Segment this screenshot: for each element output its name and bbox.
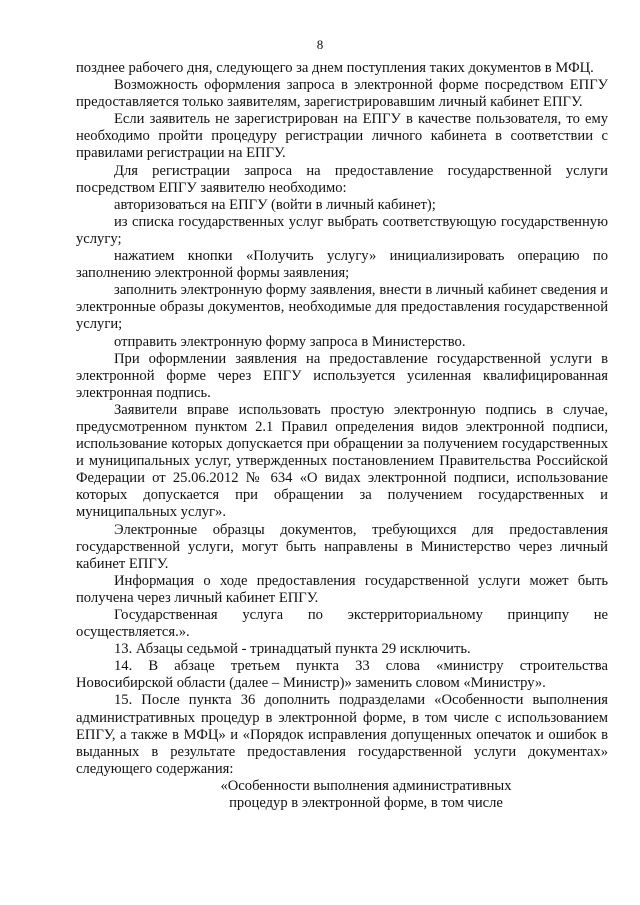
paragraph: Информация о ходе предоставления государственной услуги может быть получена через личный кабинет ЕПГУ. <box>76 572 608 606</box>
paragraph: 15. После пункта 36 дополнить подразделами «Особенности выполнения административных процедур в электронной форме, в том числе с использованием ЕПГУ, а также в МФЦ» и «Порядок исправления допущенных опечаток и ошибок в выданных в результате предоставления государственной услуги документах» следующего содержания: <box>76 692 608 777</box>
paragraph: Заявители вправе использовать простую электронную подпись в случае, предусмотренном пунктом 2.1 Правил определения видов электронной подписи, использование которых допускается при обращении за получением государственных и муниципальных услуг, утвержденных постановлением Правительства Российской Федерации от 25.06.2012 № 634 «О видах электронной подписи, использование которых допускается при обращении за получением государственных и муниципальных услуг». <box>76 401 608 521</box>
paragraph: При оформлении заявления на предоставление государственной услуги в электронной форме через ЕПГУ используется усиленная квалифицированная электронная подпись. <box>76 350 608 401</box>
paragraph: позднее рабочего дня, следующего за днем поступления таких документов в МФЦ. <box>76 60 594 76</box>
section-heading-line: «Особенности выполнения административных <box>220 777 512 794</box>
page-number: 8 <box>316 37 324 52</box>
paragraph: 14. В абзаце третьем пункта 33 слова «министру строительства Новосибирской области (далее – Министр)» заменить словом «Министру». <box>76 658 608 692</box>
document-body <box>76 60 608 812</box>
list-item: нажатием кнопки «Получить услугу» инициализировать операцию по заполнению электронной формы заявления; <box>76 248 608 282</box>
paragraph: Если заявитель не зарегистрирован на ЕПГУ в качестве пользователя, то ему необходимо пройти процедуру регистрации личного кабинета в соответствии с правилами регистрации на ЕПГУ. <box>76 111 608 162</box>
paragraph: Возможность оформления запроса в электронной форме посредством ЕПГУ предоставляется только заявителям, зарегистрировавшим личный кабинет ЕПГУ. <box>76 77 608 111</box>
paragraph: 13. Абзацы седьмой - тринадцатый пункта 29 исключить. <box>114 641 471 658</box>
section-heading-line: процедур в электронной форме, в том числе <box>229 795 503 812</box>
paragraph: Электронные образцы документов, требующихся для предоставления государственной услуги, могут быть направлены в Министерство через личный кабинет ЕПГУ. <box>76 521 608 572</box>
paragraph: Для регистрации запроса на предоставление государственной услуги посредством ЕПГУ заявителю необходимо: <box>76 162 608 196</box>
paragraph: Государственная услуга по экстерриториальному принципу не осуществляется.». <box>76 607 608 641</box>
list-item: отправить электронную форму запроса в Министерство. <box>114 333 466 350</box>
list-item: заполнить электронную форму заявления, внести в личный кабинет сведения и электронные образы документов, необходимые для предоставления государственной услуги; <box>76 282 608 333</box>
list-item: авторизоваться на ЕПГУ (войти в личный кабинет); <box>114 196 436 213</box>
list-item: из списка государственных услуг выбрать соответствующую государственную услугу; <box>76 213 608 247</box>
